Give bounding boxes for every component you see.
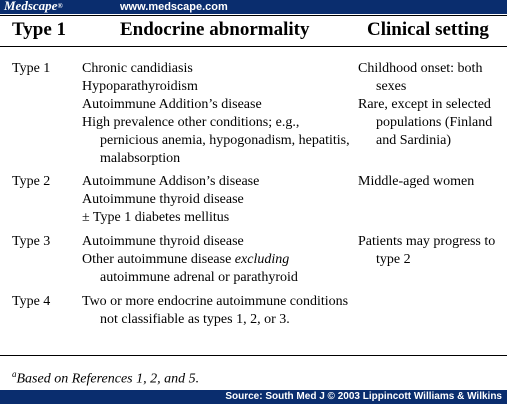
setting-item: Middle-aged women	[358, 174, 475, 189]
row-abnormality-cell	[82, 60, 354, 168]
abnormality-item: ± Type 1 diabetes mellitus	[82, 210, 230, 225]
abnormality-item: Autoimmune Addison’s disease	[82, 174, 260, 189]
abnormality-item: Chronic candidiasis	[82, 61, 193, 76]
header-type: Type 1	[12, 19, 67, 40]
table-top-rule	[0, 15, 507, 16]
abnormality-item: Autoimmune thyroid disease	[82, 234, 244, 249]
footnote-marker: a	[12, 369, 17, 379]
row-type-label: Type 1	[12, 61, 51, 76]
footnote-text: Based on References 1, 2, and 5.	[16, 371, 200, 387]
row-type-label: Type 4	[12, 294, 51, 309]
setting-item: Patients may progress to type 2	[358, 234, 496, 267]
medscape-logo: Medscape®	[4, 0, 63, 13]
row-type-label: Type 2	[12, 174, 51, 189]
abnormality-item: High prevalence other conditions; e.g., pernicious anemia, hypogonadism, hepatitis, malabsorption	[82, 115, 350, 166]
row-type-label: Type 3	[12, 234, 51, 249]
setting-item: Childhood onset: both sexes	[358, 61, 483, 94]
row-setting-cell	[358, 233, 504, 269]
abnormality-item: Hypoparathyroidism	[82, 79, 198, 94]
footnote	[12, 366, 199, 388]
abnormality-item: Other autoimmune disease excluding autoimmune adrenal or parathyroid	[82, 252, 298, 285]
bottom-banner	[0, 390, 507, 404]
header-bottom-rule	[0, 46, 507, 47]
header-clinical-setting: Clinical setting	[367, 19, 489, 40]
top-banner	[0, 0, 507, 14]
header-endocrine-abnormality: Endocrine abnormality	[120, 19, 310, 40]
row-setting-cell	[358, 173, 504, 191]
abnormality-item: Autoimmune thyroid disease	[82, 192, 244, 207]
row-abnormality-cell	[82, 293, 354, 329]
row-abnormality-cell	[82, 233, 354, 287]
row-setting-cell	[358, 60, 504, 150]
abnormality-item: Autoimmune Addition’s disease	[82, 97, 262, 112]
site-url[interactable]: www.medscape.com	[120, 1, 228, 13]
source-credit: Source: South Med J © 2003 Lippincott Williams & Wilkins	[225, 391, 502, 402]
table-bottom-rule	[0, 355, 507, 356]
setting-item: Rare, except in selected populations (Finland and Sardinia)	[358, 97, 493, 148]
row-abnormality-cell	[82, 173, 354, 227]
abnormality-item: Two or more endocrine autoimmune conditions not classifiable as types 1, 2, or 3.	[82, 294, 349, 327]
